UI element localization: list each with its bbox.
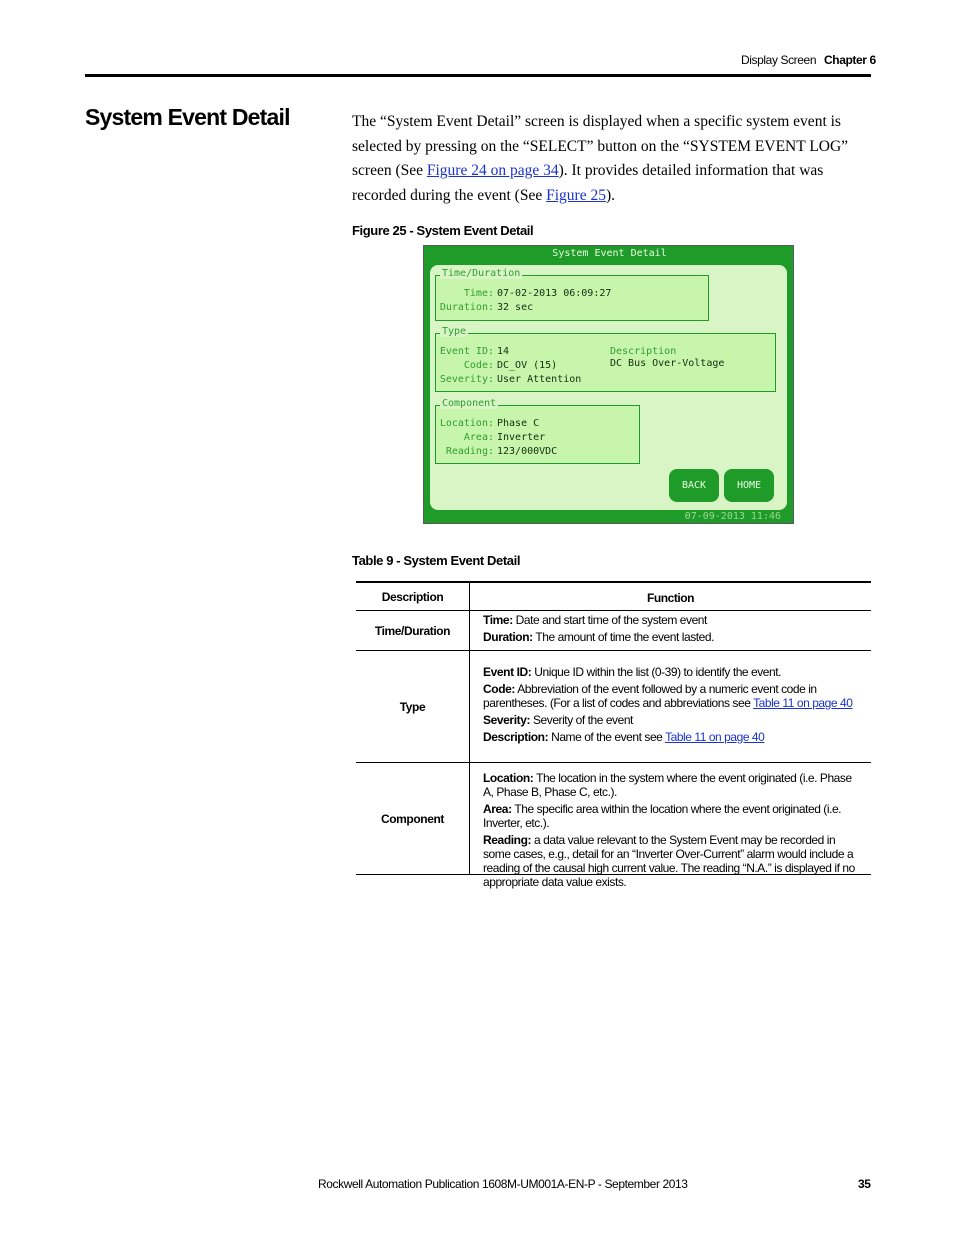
function-entry — [483, 630, 863, 644]
function-entry — [483, 802, 863, 830]
function-entry — [483, 665, 863, 679]
system-event-detail-table — [356, 581, 871, 889]
table-caption: Table 9 - System Event Detail — [352, 553, 521, 568]
location-label: Location: — [439, 418, 494, 429]
location-value: Phase C — [497, 418, 540, 429]
column-header-function: Function — [646, 590, 695, 605]
intro-line — [352, 159, 872, 184]
footer-publication: Rockwell Automation Publication 1608M-UM001A-EN-P - September 2013 — [318, 1177, 688, 1191]
time-value: 07-02-2013 06:09:27 — [497, 288, 612, 299]
figure-24-link[interactable]: Figure 24 on page 34 — [426, 162, 559, 180]
hmi-screen — [423, 245, 794, 524]
function-entry — [483, 771, 863, 799]
definition: Name of the event see — [548, 730, 666, 744]
intro-text: ). — [605, 187, 615, 205]
page-number: 35 — [858, 1177, 871, 1191]
time-label: Time: — [463, 288, 494, 299]
intro-text: ). It provides detailed information that was — [558, 162, 824, 180]
row-description: Type — [356, 651, 470, 762]
running-header-chapter: Chapter 6 — [824, 53, 876, 67]
term: Location: — [483, 771, 534, 785]
time-duration-group — [435, 268, 709, 321]
table-row — [356, 763, 871, 889]
definition: Abbreviation of the event followed by a numeric event code in parentheses. (For a list of codes and abbreviations see — [483, 682, 817, 710]
term: Time: — [483, 613, 513, 627]
code-label: Code: — [463, 360, 494, 371]
event-id-label: Event ID: — [439, 346, 494, 357]
function-entry — [483, 833, 863, 889]
area-label: Area: — [463, 432, 494, 443]
table-row — [356, 651, 871, 763]
column-header-description: Description — [356, 583, 470, 610]
running-header-section: Display Screen — [741, 53, 817, 67]
header-rule — [85, 74, 871, 77]
term: Area: — [483, 802, 512, 816]
term: Code: — [483, 682, 515, 696]
table-row — [356, 611, 871, 651]
intro-line: The “System Event Detail” screen is displayed when a specific system event is — [352, 113, 841, 130]
description-value: DC Bus Over-Voltage — [610, 358, 725, 369]
back-button[interactable]: BACK — [669, 469, 719, 502]
definition: a data value relevant to the System Event may be recorded in some cases, e.g., detail for an “Inverter Over-Current” alarm would include a reading of the causal high current value. The reading “N.A.” is displayed if no appropriate data value exists. — [483, 833, 855, 889]
row-description: Time/Duration — [356, 611, 470, 650]
type-group — [435, 326, 776, 392]
definition: The location in the system where the event originated (i.e. Phase A, Phase B, Phase C, etc.). — [483, 771, 852, 799]
function-entry — [483, 682, 863, 710]
home-button[interactable]: HOME — [724, 469, 774, 502]
code-value: DC_OV (15) — [497, 360, 558, 371]
event-id-value: 14 — [497, 346, 510, 357]
severity-value: User Attention — [497, 374, 582, 385]
page-title: System Event Detail — [85, 104, 290, 130]
duration-value: 32 sec — [497, 302, 534, 313]
group-title: Type — [442, 326, 467, 337]
intro-paragraph — [352, 110, 872, 209]
definition: Unique ID within the list (0-39) to identify the event. — [531, 665, 782, 679]
screen-title: System Event Detail — [552, 248, 667, 259]
severity-label: Severity: — [439, 374, 494, 385]
intro-text: screen (See — [352, 162, 427, 180]
term: Description: — [483, 730, 549, 744]
description-label: Description — [610, 346, 677, 357]
duration-label: Duration: — [439, 302, 494, 313]
intro-line — [352, 184, 872, 209]
intro-line: selected by pressing on the “SELECT” button on the “SYSTEM EVENT LOG” — [352, 137, 849, 155]
group-title: Component — [442, 398, 497, 409]
row-function — [470, 763, 871, 889]
definition: Date and start time of the system event — [512, 613, 707, 627]
term: Event ID: — [483, 665, 532, 679]
component-group — [435, 398, 640, 464]
table-11-link[interactable]: Table 11 on page 40 — [665, 730, 765, 744]
table-header-row — [356, 581, 871, 611]
term: Severity: — [483, 713, 531, 727]
row-function — [470, 611, 871, 644]
figure-caption: Figure 25 - System Event Detail — [352, 223, 534, 238]
function-entry — [483, 730, 863, 744]
screen-footer-datetime: 07-09-2013 11:46 — [684, 511, 781, 522]
row-description: Component — [356, 763, 470, 874]
term: Duration: — [483, 630, 533, 644]
reading-label: Reading: — [445, 446, 494, 457]
table-11-link[interactable]: Table 11 on page 40 — [753, 696, 853, 710]
function-entry — [483, 713, 863, 727]
term: Reading: — [483, 833, 532, 847]
function-entry — [483, 613, 863, 627]
screen-panel — [430, 265, 787, 510]
group-title: Time/Duration — [442, 268, 521, 279]
figure-25-link[interactable]: Figure 25 — [546, 187, 606, 205]
intro-text: recorded during the event (See — [352, 187, 547, 205]
definition: Severity of the event — [530, 713, 633, 727]
definition: The specific area within the location where the event originated (i.e. Inverter, etc.). — [483, 802, 842, 830]
area-value: Inverter — [497, 432, 546, 443]
row-function — [470, 651, 871, 744]
reading-value: 123/000VDC — [497, 446, 558, 457]
definition: The amount of time the event lasted. — [532, 630, 714, 644]
